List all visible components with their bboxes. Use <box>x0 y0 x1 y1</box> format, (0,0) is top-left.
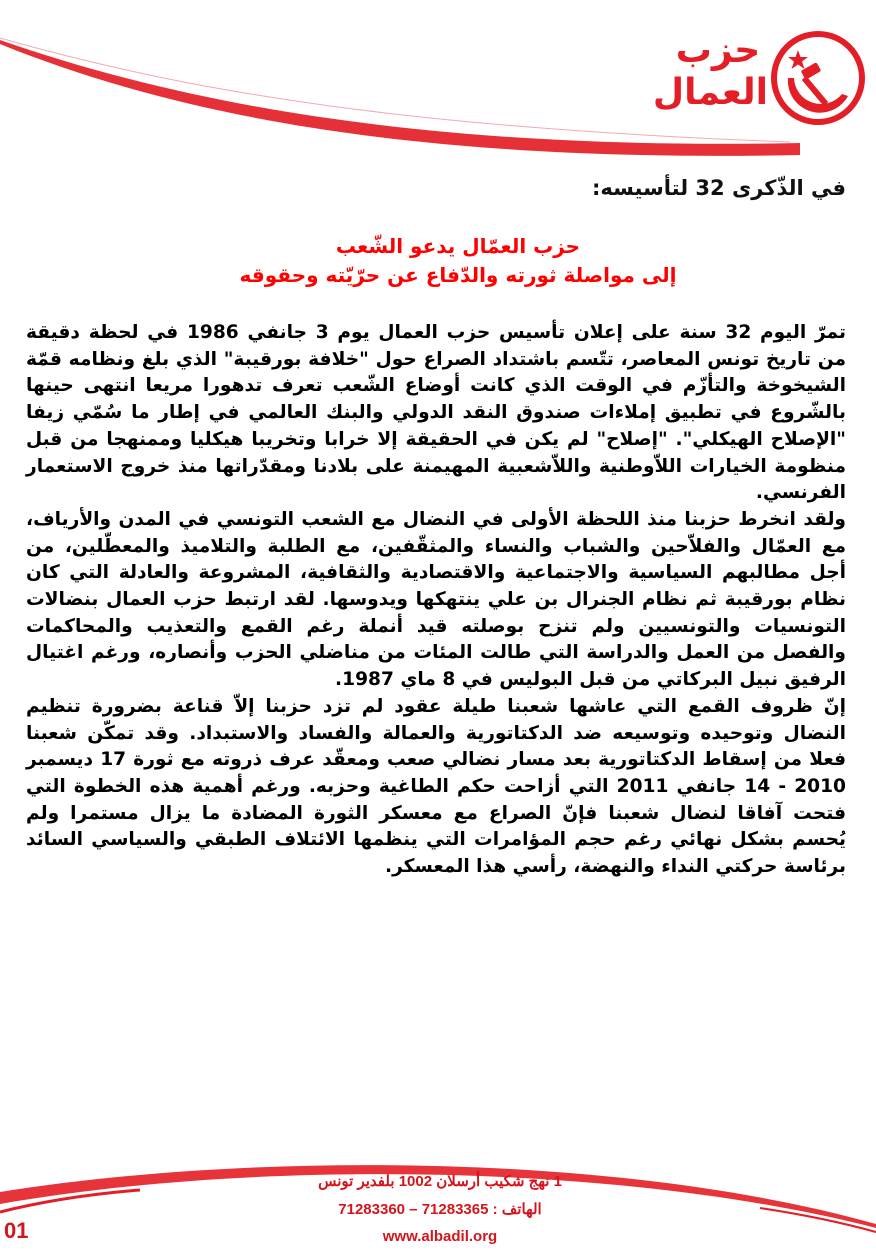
body-paragraph: تمرّ اليوم 32 سنة على إعلان تأسيس حزب العمال يوم 3 جانفي 1986 في لحظة دقيقة من تاريخ تونس المعاصر، تتّسم باشتداد الصراع حول "خلافة بورقيبة" الذي بلغ ونظامه قمّة الشيخوخة والتأزّم في الوقت الذي كانت أوضاع الشّعب تعرف تدهورا مريعا انتهى حينها بالشّروع في تطبيق إملاءات صندوق النقد الدولي والبنك العالمي في إطار ما سُمّي زيفا "الإصلاح الهيكلي". "إصلاح" لم يكن في الحقيقة إلا خرابا وتخريبا هيكليا وممنهجا من قبل منظومة الخيارات اللاّوطنية واللاّشعبية المهيمنة على بلادنا ومقدّراتها منذ خروج الاستعمار الفرنسي. <box>26 322 846 504</box>
article-body <box>26 320 846 881</box>
body-paragraph: إنّ ظروف القمع التي عاشها شعبنا طيلة عقود لم تزد حزبنا إلاّ قناعة بضرورة تنظيم النضال وتوحيده وتوسيعه ضد الدكتاتورية والعمالة والفساد والاستبداد. وقد تمكّن شعبنا فعلا من إسقاط الدكتاتورية بعد مسار نضالي صعب ومعقّد عرف ذروته مع ثورة 17 ديسمبر 2010 - 14 جانفي 2011 التي أزاحت حكم الطاغية وحزبه. ورغم أهمية هذه الخطوة التي فتحت آفاقا لنضال شعبنا فإنّ الصراع مع معسكر الثورة المضادة ما يزال مستمرا ولم يُحسم بشكل نهائي رغم حجم المؤامرات التي ينظمها الائتلاف الطبقي والسياسي السائد برئاسة حركتي النداء والنهضة، رأسي هذا المعسكر. <box>26 695 846 878</box>
logo-line-1: حزب <box>675 30 761 71</box>
footer-website-link[interactable]: www.albadil.org <box>382 1228 498 1245</box>
article-headline <box>200 232 716 290</box>
body-paragraph: ولقد انخرط حزبنا منذ اللحظة الأولى في النضال مع الشعب التونسي في المدن والأرياف، مع العمّال والفلاّحين والشباب والنساء والمثقّفين، مع الطلبة والتلاميذ والمعطّلين، من أجل مطالبهم السياسية والاجتماعية والاقتصادية والثقافية، المشروعة والعادلة التي كان نظام بورقيبة ثم نظام الجنرال بن علي ينتهكها ويدوسها. لقد ارتبط حزب العمال بنضالات التونسيات والتونسيين ولم تنزح بوصلته قيد أنملة رغم القمع والتعذيب والمحاكمات والفصل من العمل والدراسة التي طالت المئات من مناضلي الحزب وأنصاره، ورغم اغتيال الرفيق نبيل البركاتي من قبل البوليس في 8 ماي 1987. <box>26 508 846 691</box>
footer-phone: الهاتف : 71283365 – 71283360 <box>338 1201 542 1218</box>
page-number: 01 <box>4 1218 29 1243</box>
headline-line-1: حزب العمّال يدعو الشّعب <box>335 234 581 258</box>
footer-address: 1 نهج شكيب أرسلان 1002 بلفدير تونس <box>318 1173 562 1190</box>
logo-line-2: العمال <box>652 72 768 113</box>
headline-line-2: إلى مواصلة ثورته والدّفاع عن حرّيّته وحقوقه <box>239 263 677 287</box>
hammer-sickle-star-icon <box>768 28 868 128</box>
party-logo-wordmark <box>652 30 768 114</box>
anniversary-subtitle: في الذّكرى 32 لتأسيسه: <box>592 176 846 200</box>
